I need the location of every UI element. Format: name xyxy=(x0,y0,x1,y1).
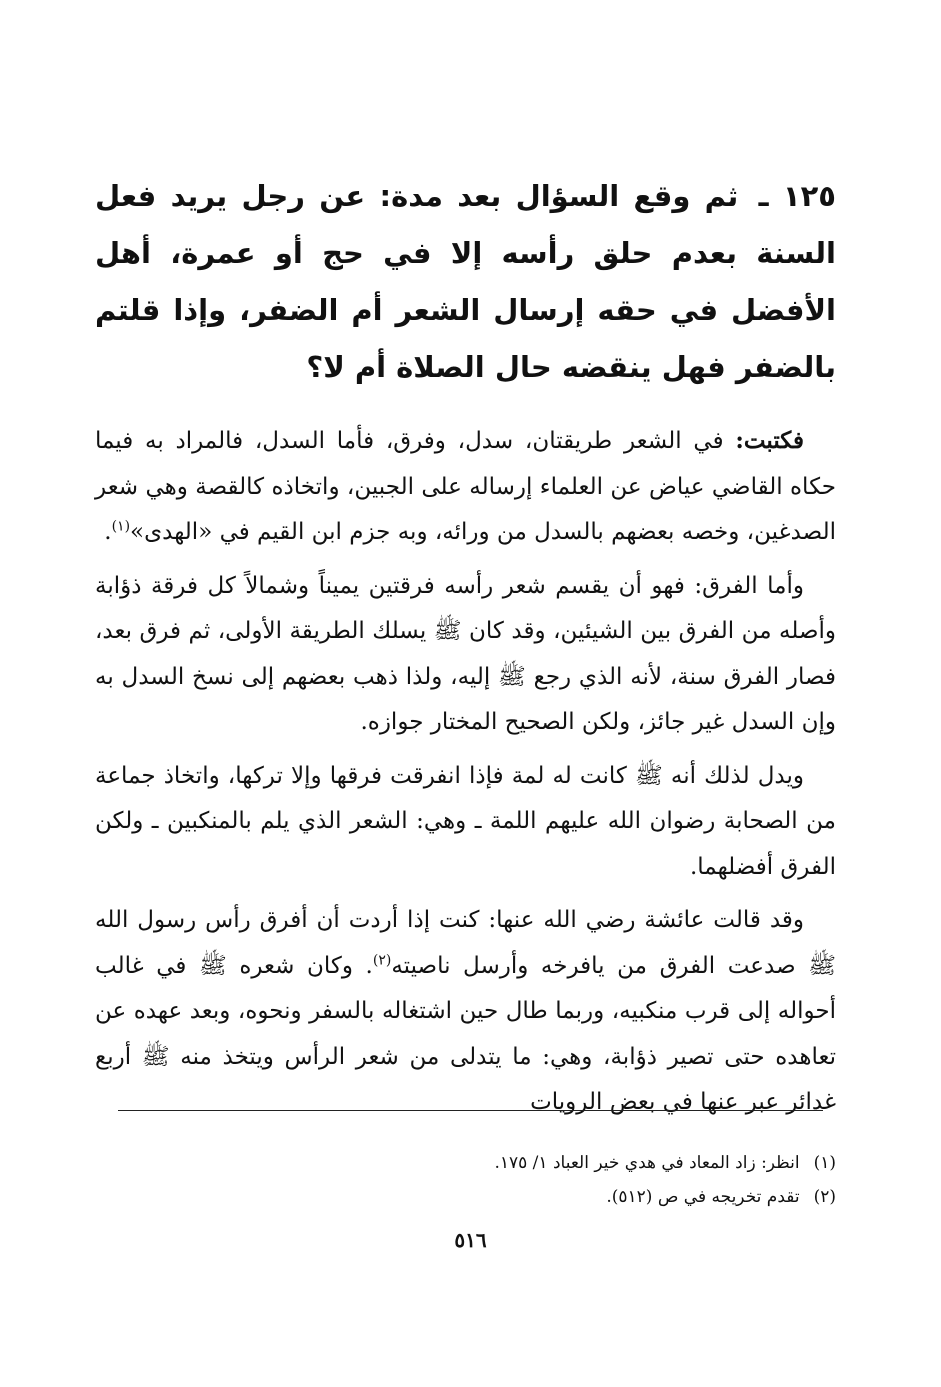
footnote-reference: (٢) xyxy=(372,951,392,968)
question-number: ١٢٥ ـ xyxy=(758,179,836,213)
paragraph-text: ويدل لذلك أنه ﷺ كانت له لمة فإذا انفرقت فرقها وإلا تركها، واتخاذ جماعة من الصحابة رضوان الله عليهم اللمة ـ وهي: الشعر الذي يلم بالمنكبين ـ ولكن الفرق أفضلهما. xyxy=(95,762,836,880)
paragraph xyxy=(95,564,836,746)
footnote-divider xyxy=(118,1110,823,1111)
paragraph xyxy=(95,418,836,556)
paragraph-text: وأما الفرق: فهو أن يقسم شعر رأسه فرقتين يميناً وشمالاً كل فرقة ذؤابة وأصله من الفرق بين الشيئين، وقد كان ﷺ يسلك الطريقة الأولى، ثم فرق بعد، فصار الفرق سنة، لأنه الذي رجع ﷺ إليه، ولذا ذهب بعضهم إلى نسخ السدل به وإن السدل غير جائز، ولكن الصحيح المختار جوازه. xyxy=(95,572,836,735)
question-heading xyxy=(95,168,836,396)
footnote-number: (١) xyxy=(813,1153,836,1173)
footnote xyxy=(494,1146,836,1180)
main-text xyxy=(95,168,836,1134)
paragraph-text: في الشعر طريقتان، سدل، وفرق، فأما السدل، فالمراد به فيما حكاه القاضي عياض عن العلماء إرساله على الجبين، واتخاذه كالقصة وهي شعر الصدغين، وخصه بعضهم بالسدل من ورائه، وبه جزم ابن القيم في «الهدى» xyxy=(95,428,836,545)
footnotes xyxy=(494,1146,836,1214)
paragraph-text-tail: . وكان شعره ﷺ في غالب أحواله إلى قرب منكبيه، وربما طال حين اشتغاله بالسفر ونحوه، وبعد عهده عن تعاهده حتى تصير ذؤابة، وهي: ما يتدلى من شعر الرأس ويتخذ منه ﷺ أربع غدائر عبر عنها في بعض الرويات xyxy=(95,952,836,1115)
question-text: ثم وقع السؤال بعد مدة: عن رجل يريد فعل السنة بعدم حلق رأسه إلا في حج أو عمرة، أهل الأفضل في حقه إرسال الشعر أم الضفر، وإذا قلتم بالضفر فهل ينقضه حال الصلاة أم لا؟ xyxy=(95,179,836,384)
footnote-reference: (١) xyxy=(111,518,131,535)
footnote-text: تقدم تخريجه في ص (٥١٢). xyxy=(606,1187,800,1207)
paragraph xyxy=(95,754,836,891)
paragraph xyxy=(95,898,836,1126)
footnote-number: (٢) xyxy=(813,1187,836,1207)
footnote-text: انظر: زاد المعاد في هدي خير العباد ١/ ١٧٥. xyxy=(494,1153,800,1173)
paragraph-lead: فكتبت: xyxy=(735,427,804,454)
footnote xyxy=(494,1180,836,1214)
page-number: ٥١٦ xyxy=(454,1228,487,1252)
paragraph-text: وقد قالت عائشة رضي الله عنها: كنت إذا أردت أن أفرق رأس رسول الله ﷺ صدعت الفرق من يافرخه وأرسل ناصيته xyxy=(95,907,836,979)
paragraph-text-tail: . xyxy=(104,519,112,545)
